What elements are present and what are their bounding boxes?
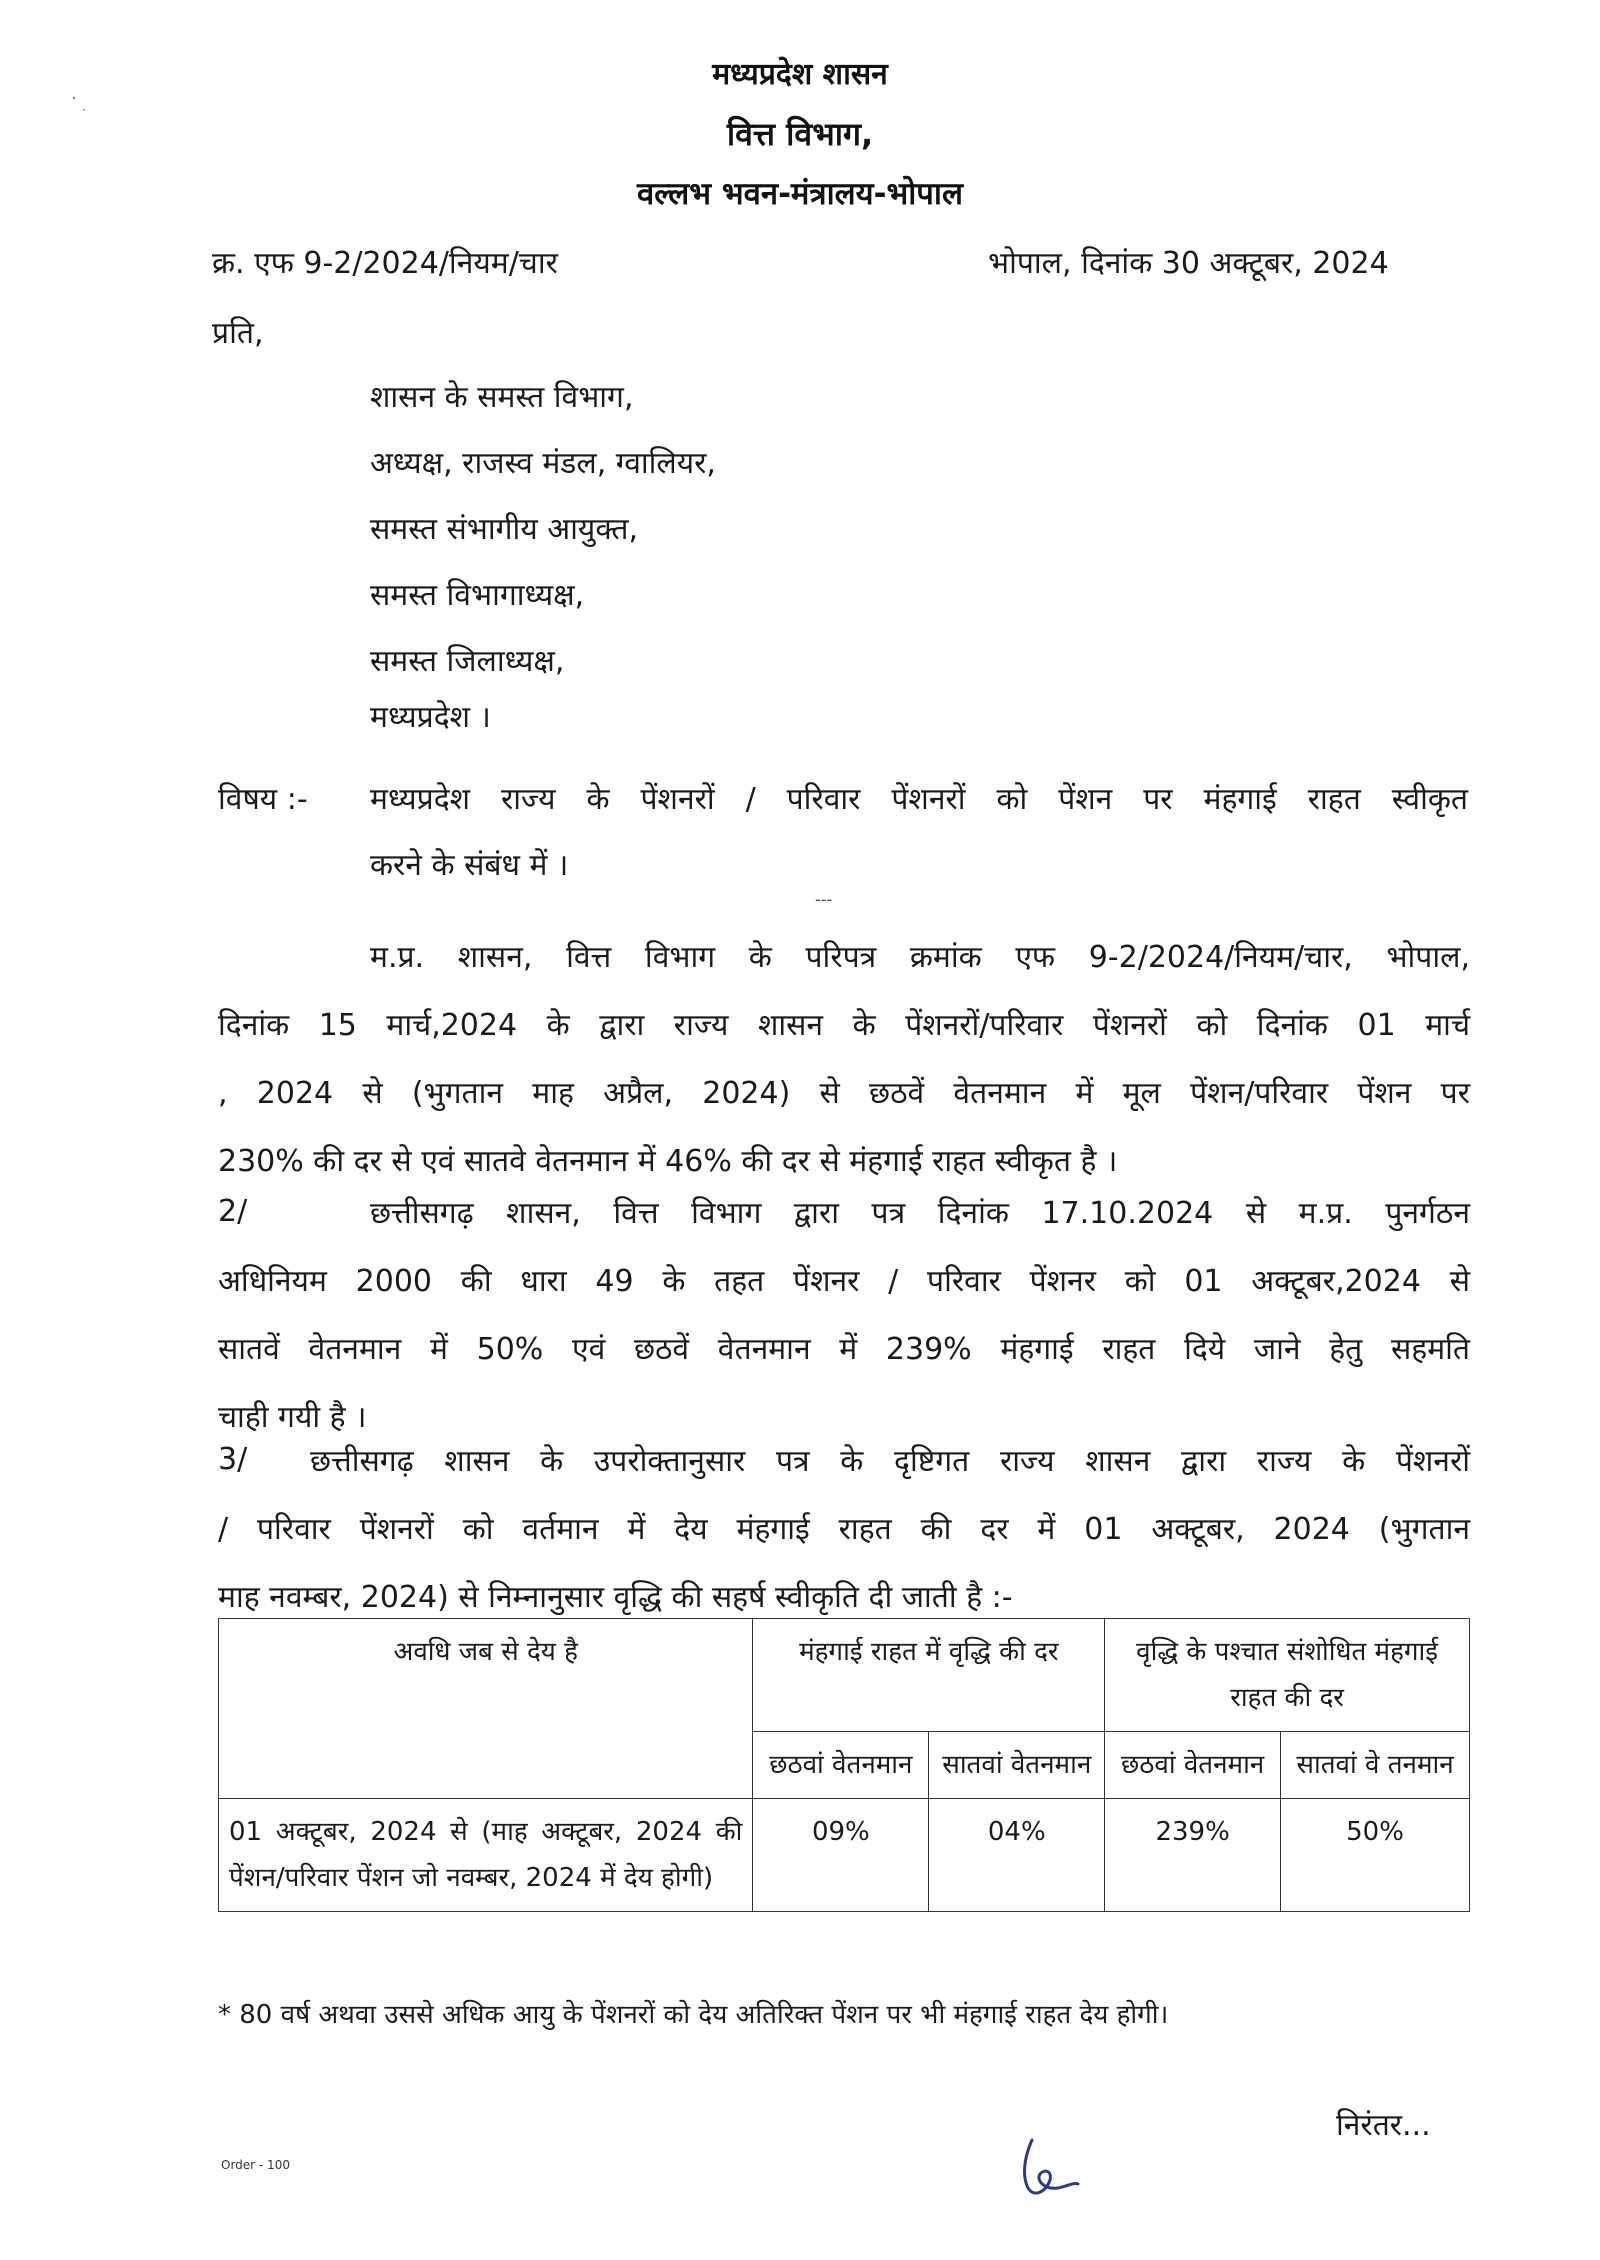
recipient-item: मध्यप्रदेश । (370, 700, 491, 735)
subject-label: विषय :- (218, 782, 308, 817)
table-row (219, 1799, 1470, 1912)
paragraph-2-number: 2/ (218, 1194, 248, 1229)
table-header-row (219, 1619, 1470, 1732)
paragraph-line: अधिनियम 2000 की धारा 49 के तहत पेंशनर / परिवार पेंशनर को 01 अक्टूबर,2024 से (218, 1264, 1470, 1299)
paragraph-line: छत्तीसगढ़ शासन, वित्त विभाग द्वारा पत्र दिनांक 17.10.2024 से म.प्र. पुनर्गठन (370, 1196, 1470, 1231)
paragraph-line: छत्तीसगढ़ शासन के उपरोक्तानुसार पत्र के दृष्टिगत राज्य शासन द्वारा राज्य के पेंशनरों (310, 1444, 1470, 1479)
recipient-item: समस्त विभागाध्यक्ष, (370, 578, 585, 613)
to-label: प्रति, (212, 316, 264, 351)
header-line-address: वल्लभ भवन-मंत्रालय-भोपाल (637, 176, 963, 212)
table-header-period: अवधि जब से देय है (219, 1619, 753, 1799)
paragraph-line: चाही गयी है । (218, 1400, 367, 1435)
separator-mark: --- (815, 890, 833, 909)
continued-label: निरंतर... (1336, 2108, 1431, 2143)
paragraph-line: 230% की दर से एवं सातवे वेतनमान में 46% की दर से मंहगाई राहत स्वीकृत है । (218, 1144, 1118, 1179)
subject-line: करने के संबंध में । (370, 848, 569, 883)
header-line-dept: वित्त विभाग, (726, 115, 874, 153)
table-cell-inc-6th: 09% (753, 1799, 929, 1912)
recipient-item: शासन के समस्त विभाग, (370, 380, 634, 415)
table-cell-period: 01 अक्टूबर, 2024 से (माह अक्टूबर, 2024 की पेंशन/परिवार पेंशन जो नवम्बर, 2024 में देय होगी) (219, 1799, 753, 1912)
paragraph-line: दिनांक 15 मार्च,2024 के द्वारा राज्य शासन के पेंशनरों/परिवार पेंशनरों को दिनांक 01 मार्च (218, 1008, 1470, 1043)
table-subheader-6th: छठवां वेतनमान (1105, 1732, 1281, 1799)
paragraph-3-number: 3/ (218, 1442, 248, 1477)
reference-number: क्र. एफ 9-2/2024/नियम/चार (212, 246, 558, 281)
recipient-item: अध्यक्ष, राजस्व मंडल, ग्वालियर, (370, 446, 716, 481)
place-date: भोपाल, दिनांक 30 अक्टूबर, 2024 (988, 246, 1389, 281)
recipient-item: समस्त संभागीय आयुक्त, (370, 512, 639, 547)
footnote: * 80 वर्ष अथवा उससे अधिक आयु के पेंशनरों को देय अतिरिक्त पेंशन पर भी मंहगाई राहत देय होगी। (218, 2000, 1169, 2030)
recipient-item: समस्त जिलाध्यक्ष, (370, 644, 565, 679)
paragraph-1 (218, 924, 1470, 1196)
paragraph-2 (218, 1180, 1470, 1452)
table-subheader-7th: सातवां वे तनमान (1281, 1732, 1470, 1799)
table-header-increase: मंहगाई राहत में वृद्धि की दर (753, 1619, 1105, 1732)
paragraph-line: सातवें वेतनमान में 50% एवं छठवें वेतनमान में 239% मंहगाई राहत दिये जाने हेतु सहमति (218, 1332, 1470, 1367)
table-subheader-6th: छठवां वेतनमान (753, 1732, 929, 1799)
initials-signature (1010, 2128, 1100, 2208)
paragraph-line: म.प्र. शासन, वित्त विभाग के परिपत्र क्रमांक एफ 9-2/2024/नियम/चार, भोपाल, (370, 940, 1470, 975)
paragraph-line: , 2024 से (भुगतान माह अप्रैल, 2024) से छठवें वेतनमान में मूल पेंशन/परिवार पेंशन पर (218, 1076, 1470, 1111)
table-cell-rev-7th: 50% (1281, 1799, 1470, 1912)
header-line-govt: मध्यप्रदेश शासन (712, 57, 888, 92)
order-number: Order - 100 (221, 2158, 290, 2172)
table-subheader-7th: सातवां वेतनमान (929, 1732, 1105, 1799)
subject-line: मध्यप्रदेश राज्य के पेंशनरों / परिवार पेंशनरों को पेंशन पर मंहगाई राहत स्वीकृत (370, 782, 1468, 817)
paragraph-line: माह नवम्बर, 2024) से निम्नानुसार वृद्धि की सहर्ष स्वीकृति दी जाती है :- (218, 1580, 1013, 1615)
paragraph-line: / परिवार पेंशनरों को वर्तमान में देय मंहगाई राहत की दर में 01 अक्टूबर, 2024 (भुगतान (218, 1512, 1470, 1547)
table-cell-rev-6th: 239% (1105, 1799, 1281, 1912)
paragraph-3 (218, 1428, 1470, 1632)
table-cell-inc-7th: 04% (929, 1799, 1105, 1912)
table-header-revised: वृद्धि के पश्चात संशोधित मंहगाई राहत की दर (1105, 1619, 1470, 1732)
da-rate-table (218, 1618, 1470, 1912)
